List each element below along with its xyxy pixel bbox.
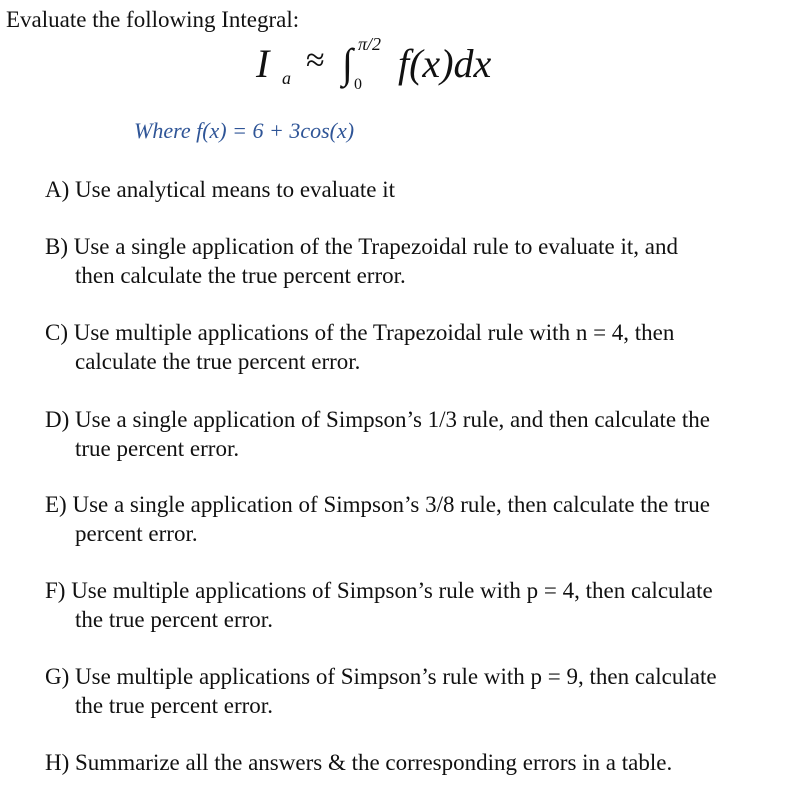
question-line: F) Use multiple applications of Simpson’s rule with p = 4, then calculate — [45, 578, 713, 603]
question-item-f — [45, 576, 713, 634]
question-line-continued: percent error. — [75, 521, 198, 546]
formula-upper-limit: π/2 — [358, 34, 382, 54]
question-line-continued: true percent error. — [75, 436, 240, 461]
question-line: G) Use multiple applications of Simpson’s rule with p = 9, then calculate — [45, 664, 717, 689]
question-line-continued: the true percent error. — [75, 607, 273, 632]
question-line-continued: calculate the true percent error. — [75, 349, 361, 374]
question-item-g — [45, 662, 717, 720]
question-item-c — [45, 318, 674, 376]
formula-lower-limit: 0 — [354, 76, 362, 93]
question-item-e — [45, 490, 710, 548]
function-definition: Where f(x) = 6 + 3cos(x) — [134, 118, 355, 143]
question-line: H) Summarize all the answers & the corresponding errors in a table. — [45, 750, 673, 775]
page-heading: Evaluate the following Integral: — [6, 7, 300, 32]
question-line-continued: the true percent error. — [75, 693, 273, 718]
question-item-h — [45, 748, 672, 777]
question-item-d — [45, 405, 710, 463]
formula-subscript: a — [282, 68, 291, 88]
integral-formula — [256, 34, 556, 94]
formula-lhs: I — [256, 41, 270, 86]
question-line: D) Use a single application of Simpson’s 1/3 rule, and then calculate the — [45, 407, 710, 432]
question-line: A) Use analytical means to evaluate it — [45, 177, 395, 202]
formula-integrand: f(x)dx — [398, 41, 492, 86]
integral-sign: ∫ — [342, 39, 353, 88]
formula-approx-sign: ≈ — [306, 42, 325, 79]
question-line: B) Use a single application of the Trapezoidal rule to evaluate it, and — [45, 234, 678, 259]
question-item-a — [45, 175, 395, 204]
question-line: E) Use a single application of Simpson’s 3/8 rule, then calculate the true — [45, 492, 710, 517]
question-line-continued: then calculate the true percent error. — [75, 263, 406, 288]
question-item-b — [45, 232, 678, 290]
question-line: C) Use multiple applications of the Trapezoidal rule with n = 4, then — [45, 320, 675, 345]
